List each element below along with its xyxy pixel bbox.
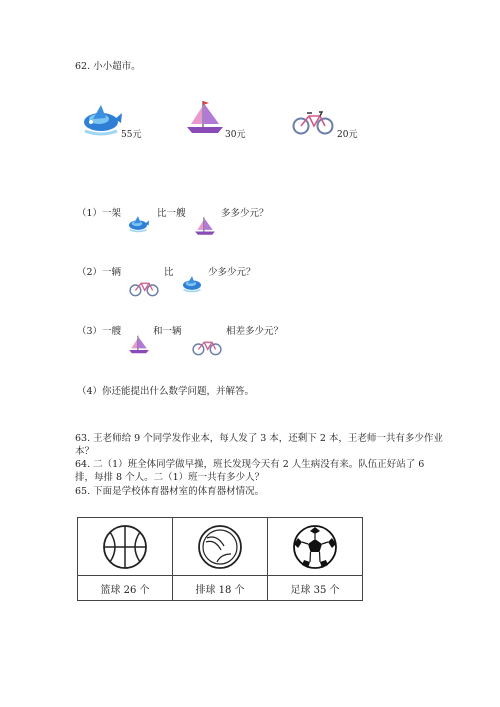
sailboat-icon [185,99,225,135]
soccer-ball-icon [292,524,338,570]
airplane-icon [180,274,204,293]
airplane-icon [126,214,150,233]
question-63: 63. 王老师给 9 个同学发作业本，每人发了 3 本，还剩下 2 本，王老师一共有多少作业本？ [75,433,443,457]
question-64: 64. 二（1）班全体同学做早操，班长发现今天有 2 人生病没有来。队伍正好站了 6 排，每排 8 个人。二（1）班一共有多少人？ [75,459,425,483]
q62-sub1-part-a: （1）一架 [77,208,122,219]
sports-equipment-table [77,517,363,601]
table-cell [173,518,268,576]
sailboat-icon [128,334,150,355]
basketball-icon [102,524,148,570]
basketball-count: 篮球 26 个 [78,576,173,601]
volleyball-icon [197,524,243,570]
bicycle-icon [292,109,334,135]
airplane-icon [79,101,123,137]
q62-sub1-part-c: 多多少元？ [221,208,269,219]
q62-sub3-part-c: 相差多少元？ [226,326,284,337]
question-65-title: 65. 下面是学校体育器材室的体育器材情况。 [75,486,265,497]
q62-sub2-part-b: 比 [164,267,174,278]
table-cell [268,518,363,576]
q62-sub2-part-a: （2）一辆 [77,267,122,278]
bicycle-icon [192,337,222,356]
sailboat-icon [194,216,216,236]
bicycle-icon [129,278,159,297]
question-62-title: 62. 小小超市。 [75,61,141,72]
q62-sub1-part-b: 比一艘 [157,208,186,219]
airplane-price: 55元 [121,130,142,140]
q62-sub3-part-a: （3）一艘 [77,326,122,337]
bicycle-price: 20元 [337,130,358,140]
volleyball-count: 排球 18 个 [173,576,268,601]
q62-sub2-part-c: 少多少元？ [208,267,256,278]
q62-sub4: （4）你还能提出什么数学问题，并解答。 [77,386,255,397]
q62-sub3-part-b: 和一辆 [153,326,182,337]
soccer-ball-count: 足球 35 个 [268,576,363,601]
table-cell [78,518,173,576]
sailboat-price: 30元 [225,130,246,140]
